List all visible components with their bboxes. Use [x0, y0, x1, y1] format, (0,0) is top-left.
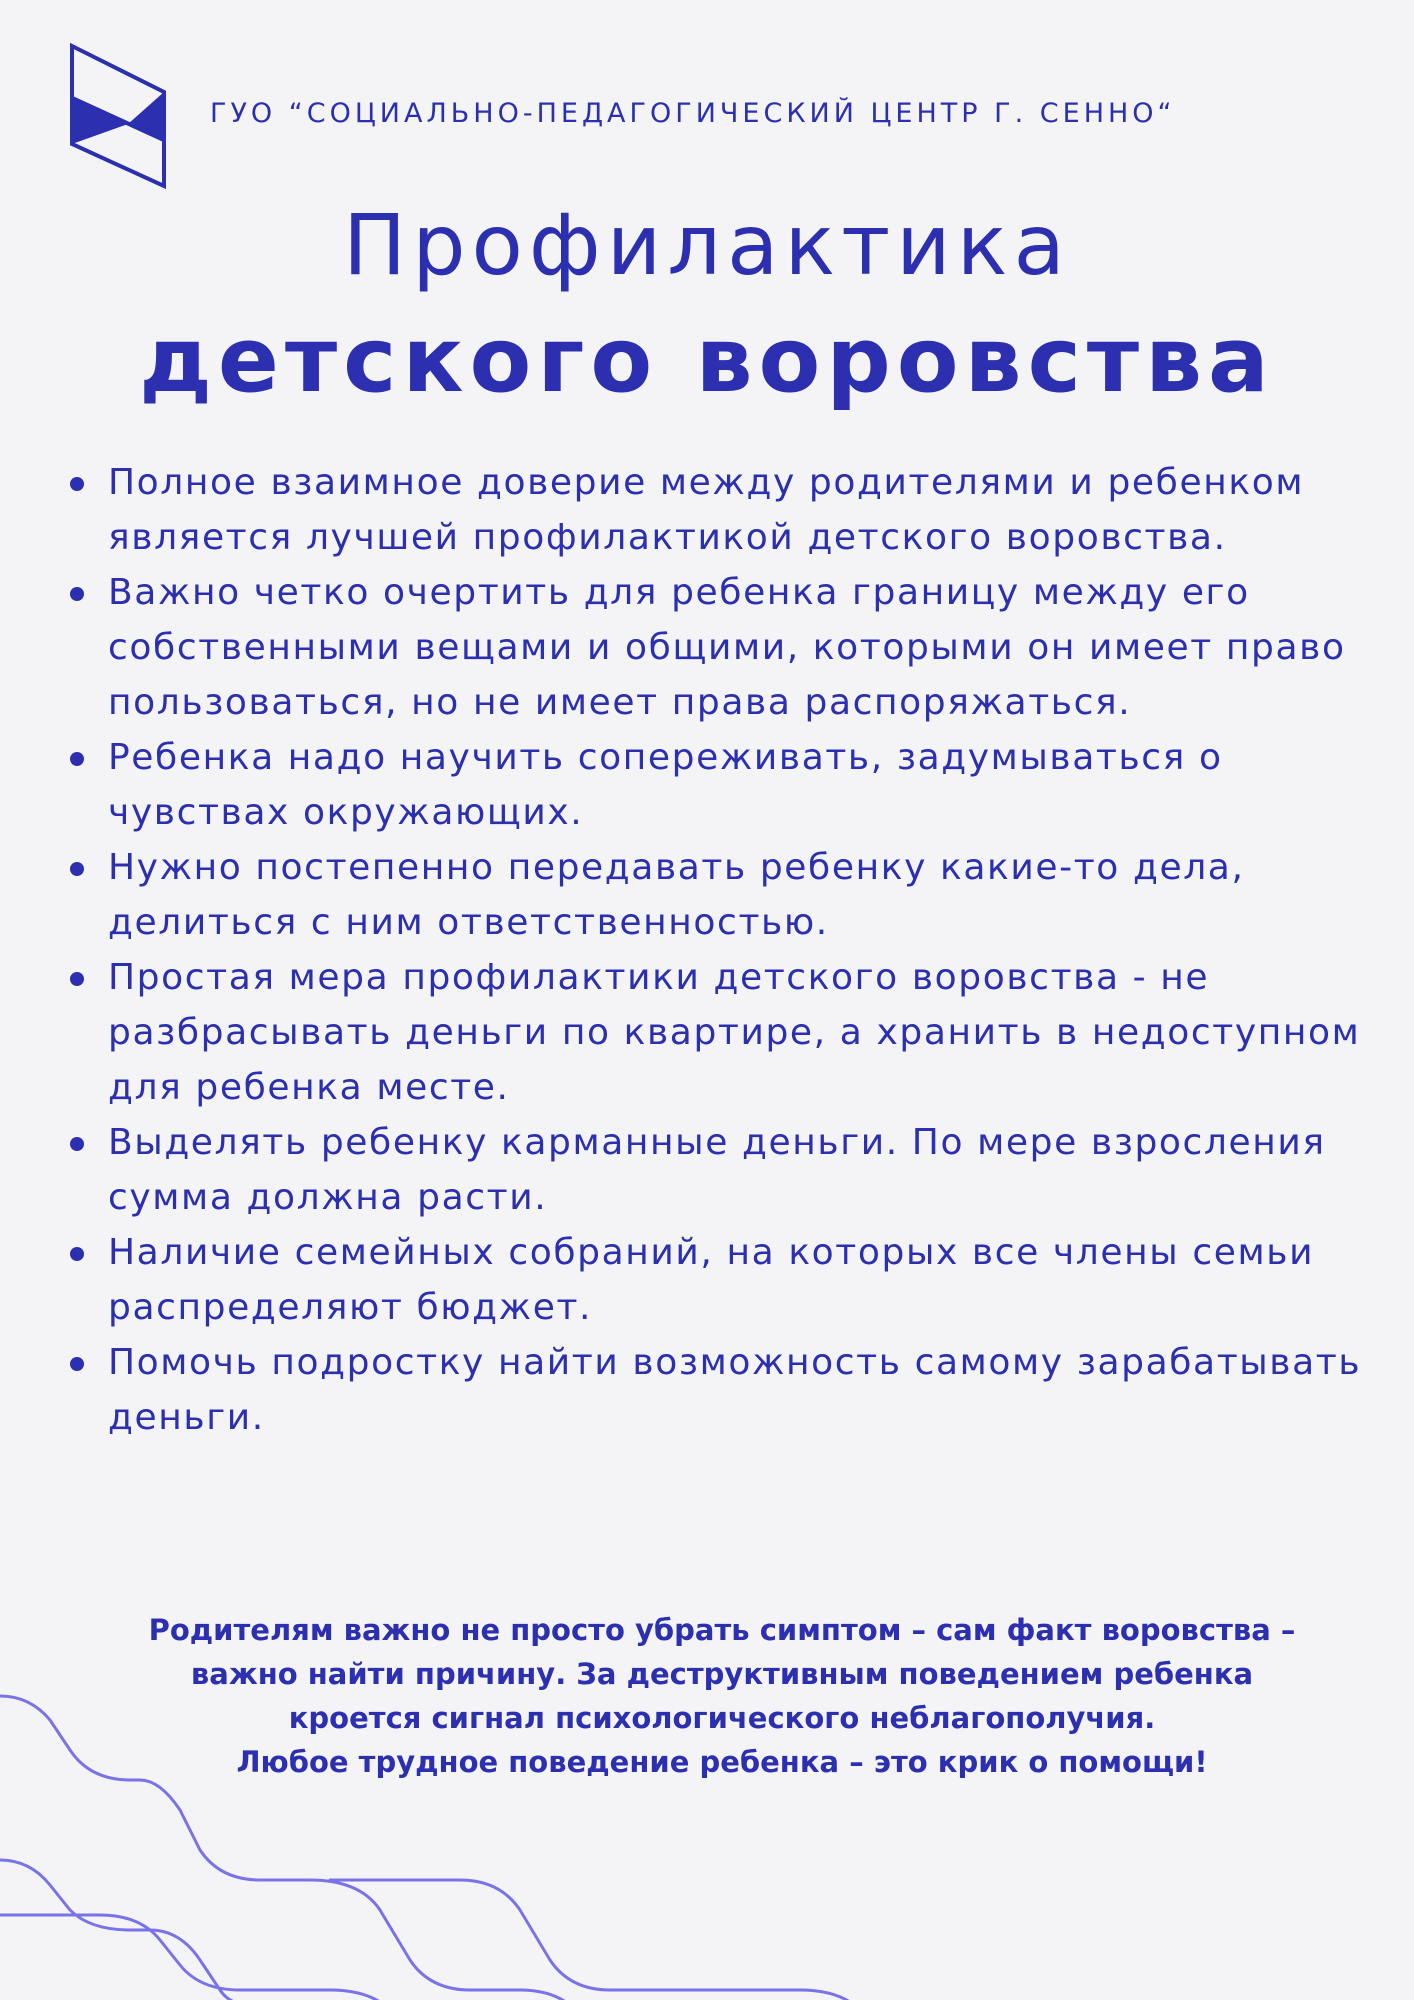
bullet-icon	[70, 587, 84, 601]
bullet-icon	[70, 862, 84, 876]
bullet-icon	[70, 477, 84, 491]
tip-text: Выделять ребенку карманные деньги. По мере взросления сумма должна расти.	[108, 1122, 1326, 1218]
tip-text: Простая мера профилактики детского воровства - не разбрасывать деньги по квартире, а хранить в недоступном для ребенка месте.	[108, 957, 1361, 1108]
tip-text: Важно четко очертить для ребенка границу между его собственными вещами и общими, которыми он имеет право пользоваться, но не имеет права распоряжаться.	[108, 572, 1346, 723]
organization-logo-icon	[66, 40, 170, 192]
tip-text: Ребенка надо научить сопереживать, задумываться о чувствах окружающих.	[108, 737, 1223, 833]
bullet-icon	[70, 752, 84, 766]
list-item	[62, 1225, 1372, 1335]
decorative-waves	[0, 1660, 900, 2000]
closing-message-line: важно найти причину. За деструктивным поведением ребенка	[190, 1657, 1254, 1691]
list-item	[62, 565, 1372, 730]
list-item	[62, 840, 1372, 950]
bullet-icon	[70, 1137, 84, 1151]
tip-text: Наличие семейных собраний, на которых все члены семьи распределяют бюджет.	[108, 1232, 1315, 1328]
bullet-icon	[70, 1357, 84, 1371]
list-item	[62, 1335, 1372, 1445]
list-item	[62, 1115, 1372, 1225]
bullet-icon	[70, 1247, 84, 1261]
tip-text: Полное взаимное доверие между родителями и ребенком является лучшей профилактикой детского воровства.	[108, 462, 1305, 558]
list-item	[62, 455, 1372, 565]
page-title-line-2: детского воровства	[139, 308, 1275, 413]
organization-name: ГУО “СОЦИАЛЬНО-ПЕДАГОГИЧЕСКИЙ ЦЕНТР Г. СЕННО“	[210, 98, 1176, 129]
closing-message-line: Любое трудное поведение ребенка – это крик о помощи!	[236, 1745, 1208, 1779]
list-item	[62, 950, 1372, 1115]
bullet-icon	[70, 972, 84, 986]
list-item	[62, 730, 1372, 840]
tip-text: Нужно постепенно передавать ребенку какие-то дела, делиться с ним ответственностью.	[108, 847, 1245, 943]
prevention-tips-list	[62, 455, 1372, 1445]
closing-message-line: кроется сигнал психологического неблагополучия.	[288, 1701, 1156, 1735]
tip-text: Помочь подростку найти возможность самому зарабатывать деньги.	[108, 1342, 1362, 1438]
closing-message-line: Родителям важно не просто убрать симптом – сам факт воровства –	[148, 1613, 1296, 1647]
page-title-line-1: Профилактика	[343, 196, 1071, 294]
